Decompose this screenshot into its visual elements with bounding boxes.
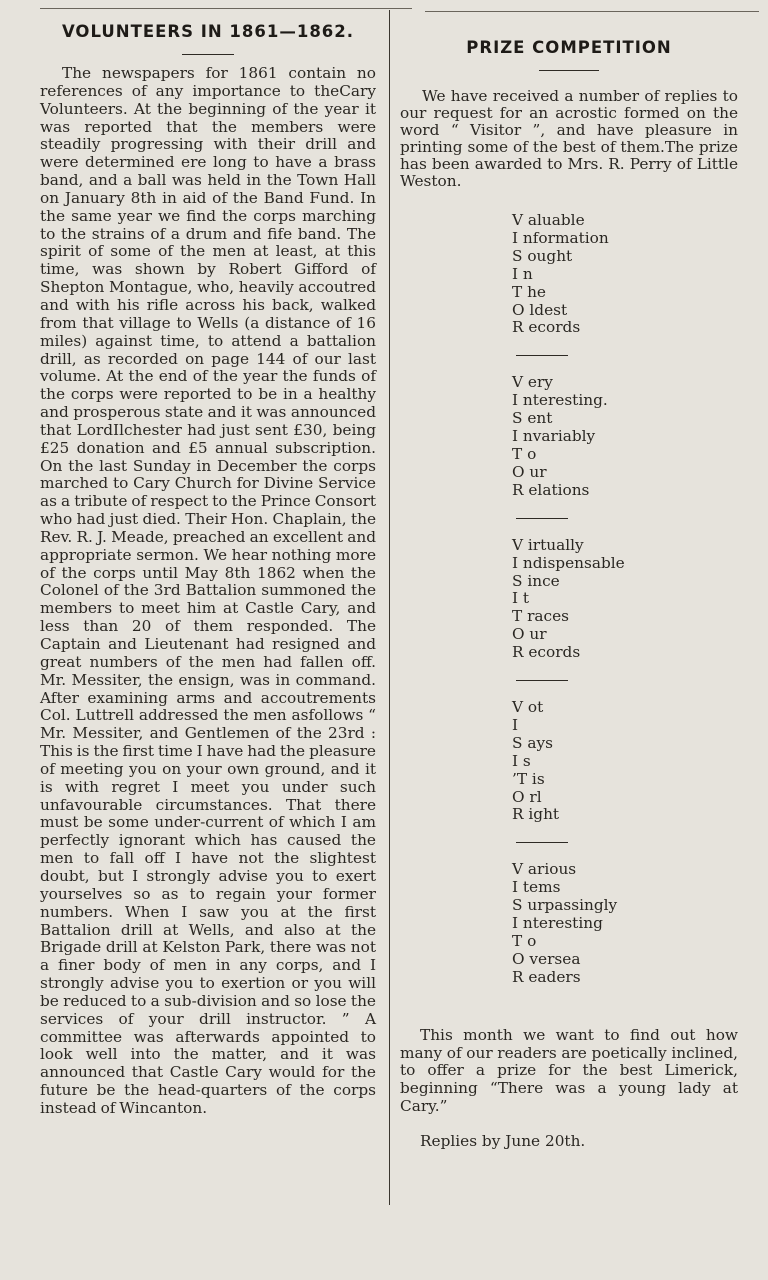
acrostic-line: S ought <box>512 246 573 265</box>
acrostic-line: I ndispensable <box>512 553 625 572</box>
acrostic-entry-3 <box>512 537 738 662</box>
acrostic-line: I nformation <box>512 228 609 247</box>
acrostic-line: R eaders <box>512 967 581 986</box>
acrostic-line: S ince <box>512 571 560 590</box>
acrostic-line: T o <box>512 444 537 463</box>
acrostic-line: O ur <box>512 625 547 644</box>
prize-intro: We have received a number of replies to our request for an acrostic formed on the word “ Visitor ”, and have pleasure in printing some of the best of them.The prize has been awarded to Mrs. R. Perry of Little Weston. <box>400 87 738 190</box>
acrostic-separator <box>516 680 568 681</box>
acrostic-entry-4 <box>512 699 738 824</box>
acrostic-line: V arious <box>512 860 577 879</box>
acrostic-list-4 <box>512 699 738 824</box>
acrostic-list-2 <box>512 374 738 499</box>
title-rule <box>539 70 599 71</box>
acrostic-separator <box>516 842 568 843</box>
acrostic-line: I nteresting. <box>512 391 608 410</box>
acrostic-separator <box>516 518 568 519</box>
acrostic-line: V aluable <box>512 211 585 229</box>
acrostic-line: I s <box>512 751 531 770</box>
left-column <box>40 14 376 1118</box>
acrostic-line: T o <box>512 932 537 950</box>
acrostic-line: R ecords <box>512 643 581 662</box>
acrostic-list-5 <box>512 861 738 986</box>
acrostic-line: I tems <box>512 878 561 897</box>
right-column <box>400 14 738 1150</box>
acrostic-line: V ery <box>512 373 553 392</box>
acrostic-line: S ays <box>512 733 553 752</box>
acrostic-line: T races <box>512 607 569 626</box>
acrostic-line: ’T is <box>512 769 545 788</box>
limerick-announcement: This month we want to find out how many of our readers are poetically inclined, to offer a prize for the best Limerick, beginning “There was a young lady at Cary.” <box>400 1025 738 1115</box>
acrostic-line: I t <box>512 589 530 608</box>
top-rule-right <box>425 11 759 12</box>
top-rule-left <box>40 8 412 9</box>
acrostic-line: R elations <box>512 480 590 499</box>
acrostic-line: O ldest <box>512 300 568 319</box>
acrostic-line: I <box>512 715 519 734</box>
acrostic-line: O versea <box>512 949 581 968</box>
acrostic-list <box>512 212 738 337</box>
acrostic-line: R ecords <box>512 318 581 337</box>
acrostic-line: V ot <box>512 698 544 717</box>
acrostic-entry-2 <box>512 374 738 499</box>
acrostic-line: I n <box>512 264 533 283</box>
article-title-prize: PRIZE COMPETITION <box>466 38 672 57</box>
acrostic-line: S ent <box>512 409 553 428</box>
replies-deadline: Replies by June 20th. <box>420 1131 586 1150</box>
article-paragraph: The newspapers for 1861 contain no references of any importance to theCary Volunteers. At the beginning of the year it was reported that the members were steadily progressing with their drill and were determined ere long to have a brass band, and a ball was held in the Town Hall on January 8th in aid of the Band Fund. In the same year we find the corps marching to the strains of a drum and fife band. The spirit of some of the men at least, at this time, was shown by Robert Gifford of Shepton Montague, who, heavily accoutred and with his rifle across his back, walked from that village to Wells (a distance of 16 miles) against time, to attend a battalion drill, as recorded on page 144 of our last volume. At the end of the year the funds of the corps were reported to be in a healthy and prosperous state and it was announced that LordIlchester had just sent £30, being £25 donation and £5 annual subscription. On the last Sunday in December the corps marched to Cary Church for Divine Service as a tribute of respect to the Prince Consort who had just died. Their Hon. Chaplain, the Rev. R. J. Meade, preached an excellent and appropriate sermon. We hear nothing more of the corps until May 8th 1862 when the Colonel of the 3rd Battalion summoned the members to meet him at Castle Cary, and less than 20 of them responded. The Captain and Lieutenant had resigned and great numbers of the men had fallen off. Mr. Messiter, the ensign, was in command. After examining arms and accoutrements Col. Luttrell addressed the men asfollows “ Mr. Messiter, and Gentlemen of the 23rd : This is the first time I have had the pleasure of meeting you on your own ground, and it is with regret I meet you under such unfavourable circumstances. That there must be some under-current of which I am perfectly ignorant which has caused the men to fall off I have not the slightest doubt, but I strongly advise you to exert yourselves so as to regain your former numbers. When I saw you at the first Battalion drill at Wells, and also at the Brigade drill at Kelston Park, there was not a finer body of men in any corps, and I strongly advise you to exertion or you will be reduced to a sub-division and so lose the services of your drill instructor. ” A committee was afterwards appointed to look well into the matter, and it was announced that Castle Cary would for the future be the head-quarters of the corps instead of Wincanton. <box>40 64 376 1117</box>
acrostic-list-3 <box>512 537 738 662</box>
acrostic-entry-1 <box>512 212 738 337</box>
column-divider <box>389 10 390 1205</box>
acrostic-line: T he <box>512 282 546 301</box>
acrostic-separator <box>516 355 568 356</box>
acrostic-line: S urpassingly <box>512 896 618 915</box>
article-title-volunteers: VOLUNTEERS IN 1861—1862. <box>61 22 355 41</box>
acrostic-line: I nvariably <box>512 427 596 446</box>
acrostic-entry-5 <box>512 861 738 986</box>
acrostic-line: R ight <box>512 805 560 824</box>
acrostic-line: O ur <box>512 462 547 481</box>
article-body-volunteers <box>40 65 376 1118</box>
acrostic-line: V irtually <box>512 535 584 554</box>
acrostic-line: I nteresting <box>512 914 603 933</box>
acrostic-line: O rl <box>512 787 542 806</box>
title-rule <box>182 54 234 55</box>
